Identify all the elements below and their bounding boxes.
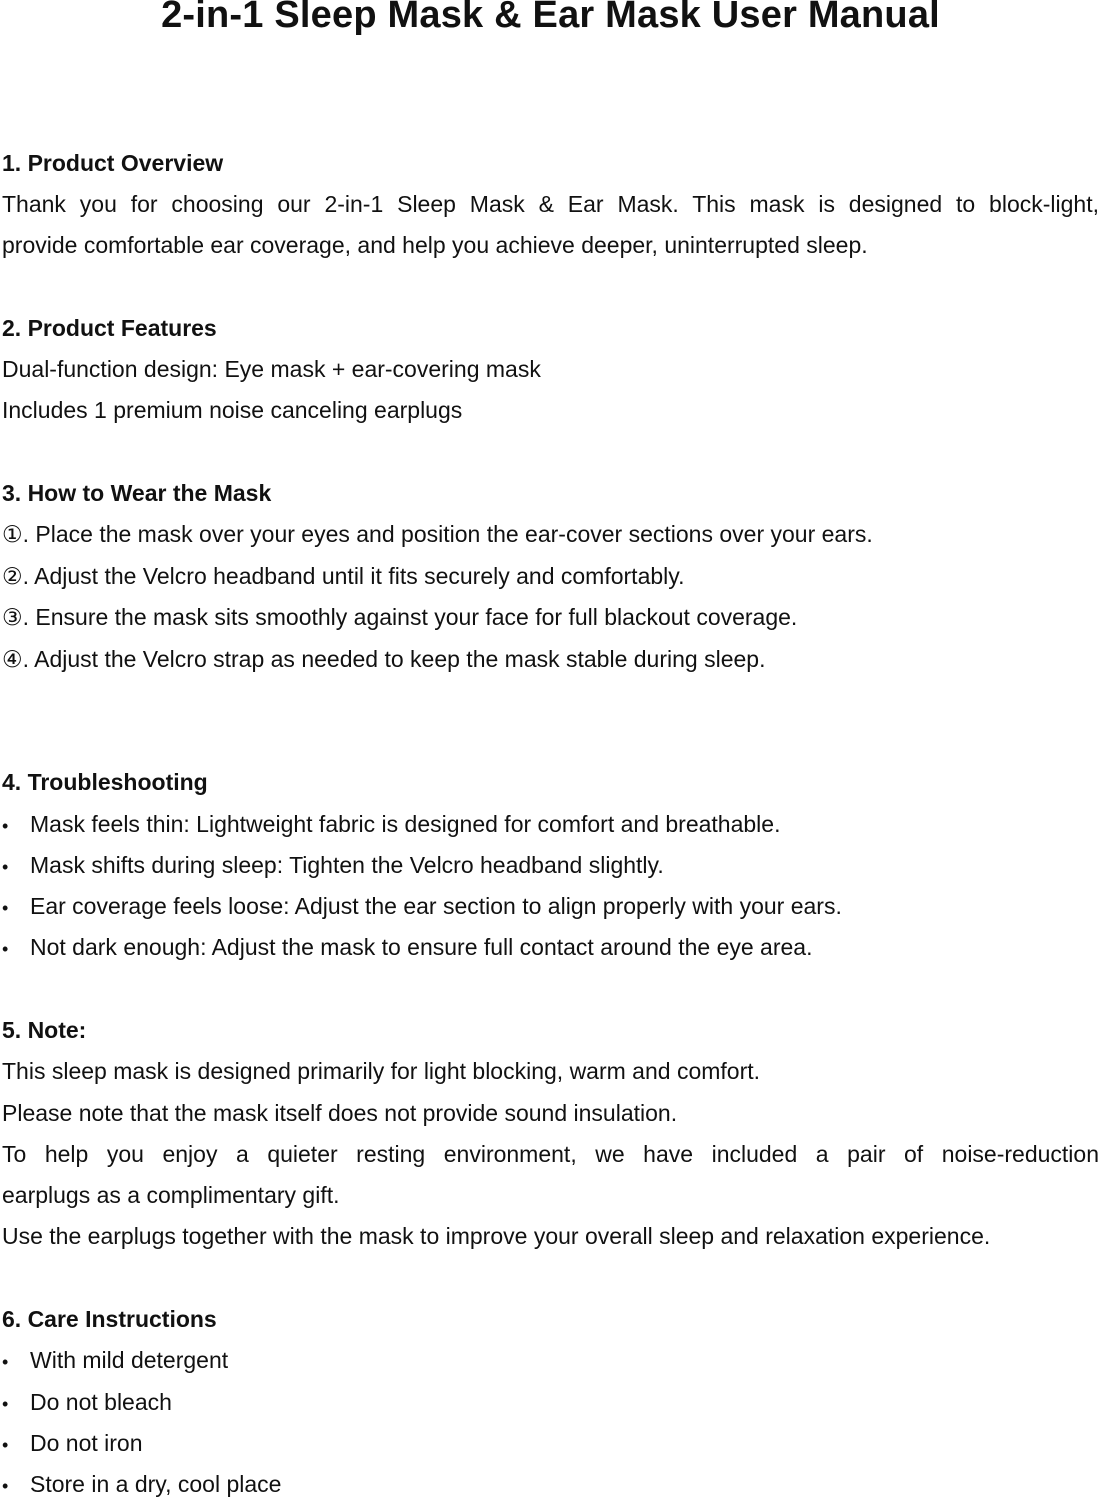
care-item (2, 1387, 172, 1419)
care-text: Do not bleach (30, 1389, 172, 1415)
care-text: With mild detergent (30, 1347, 229, 1373)
wear-step-2: ②. Adjust the Velcro headband until it fits securely and comfortably. (2, 563, 685, 589)
note-line-2: Please note that the mask itself does not provide sound insulation. (2, 1100, 678, 1126)
section-heading-troubleshooting: 4. Troubleshooting (2, 769, 208, 795)
bullet-icon: • (2, 816, 9, 836)
note-line-5: Use the earplugs together with the mask to improve your overall sleep and relaxation experience. (2, 1223, 991, 1249)
wear-step-3: ③. Ensure the mask sits smoothly against your face for full blackout coverage. (2, 604, 798, 630)
overview-line-2: provide comfortable ear coverage, and help you achieve deeper, uninterrupted sleep. (2, 232, 868, 258)
care-text: Store in a dry, cool place (30, 1471, 282, 1497)
bullet-icon: • (2, 1435, 9, 1455)
bullet-icon: • (2, 1476, 9, 1496)
document-title: 2-in-1 Sleep Mask & Ear Mask User Manual (161, 0, 940, 36)
care-item (2, 1428, 143, 1460)
overview-line-1: Thank you for choosing our 2-in-1 Sleep Mask & Ear Mask. This mask is designed to block-light, (2, 191, 1099, 217)
troubleshooting-text: Mask feels thin: Lightweight fabric is designed for comfort and breathable. (30, 811, 781, 837)
feature-line-1: Dual-function design: Eye mask + ear-covering mask (2, 356, 541, 382)
note-line-3: To help you enjoy a quieter resting environment, we have included a pair of noise-reduction (2, 1141, 1099, 1167)
note-line-1: This sleep mask is designed primarily for light blocking, warm and comfort. (2, 1058, 761, 1084)
care-item (2, 1345, 228, 1377)
troubleshooting-item (2, 809, 780, 841)
troubleshooting-item (2, 850, 664, 882)
feature-line-2: Includes 1 premium noise canceling earplugs (2, 397, 463, 423)
bullet-icon: • (2, 857, 9, 877)
bullet-icon: • (2, 898, 9, 918)
troubleshooting-text: Ear coverage feels loose: Adjust the ear section to align properly with your ears. (30, 893, 842, 919)
troubleshooting-text: Mask shifts during sleep: Tighten the Velcro headband slightly. (30, 852, 664, 878)
care-item (2, 1469, 281, 1501)
note-line-4: earplugs as a complimentary gift. (2, 1182, 340, 1208)
troubleshooting-item (2, 932, 812, 964)
bullet-icon: • (2, 1394, 9, 1414)
troubleshooting-item (2, 891, 842, 923)
section-heading-note: 5. Note: (2, 1017, 87, 1043)
section-heading-care: 6. Care Instructions (2, 1306, 217, 1332)
section-heading-overview: 1. Product Overview (2, 150, 224, 176)
bullet-icon: • (2, 939, 9, 959)
troubleshooting-text: Not dark enough: Adjust the mask to ensure full contact around the eye area. (30, 934, 813, 960)
wear-step-1: ①. Place the mask over your eyes and position the ear-cover sections over your ears. (2, 521, 873, 547)
wear-step-4: ④. Adjust the Velcro strap as needed to keep the mask stable during sleep. (2, 646, 766, 672)
section-heading-wear: 3. How to Wear the Mask (2, 480, 272, 506)
care-text: Do not iron (30, 1430, 143, 1456)
bullet-icon: • (2, 1352, 9, 1372)
section-heading-features: 2. Product Features (2, 315, 217, 341)
